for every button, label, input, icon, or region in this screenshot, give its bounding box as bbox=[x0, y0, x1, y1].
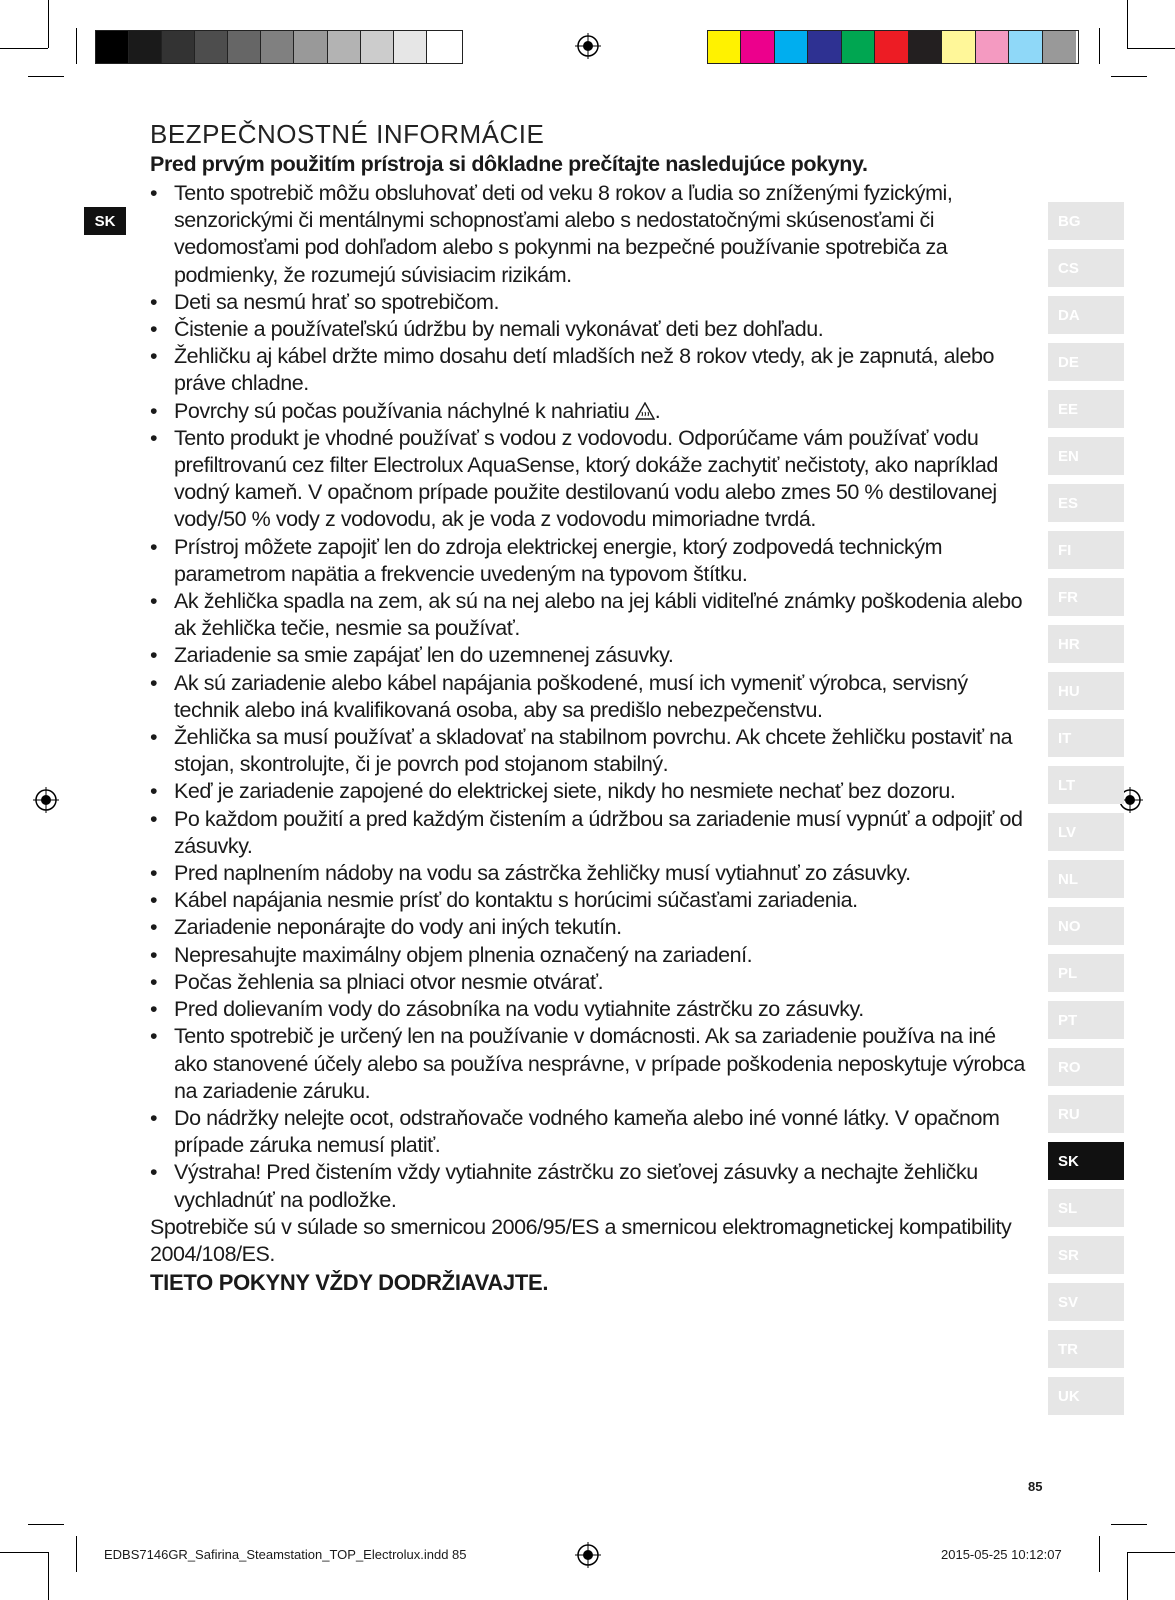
crop-mark-tl-h2 bbox=[28, 76, 64, 77]
closing-statement: TIETO POKYNY VŽDY DODRŽIAVAJTE. bbox=[150, 1270, 549, 1296]
crop-mark-tr-v2 bbox=[1099, 28, 1100, 64]
language-tab-it: IT bbox=[1048, 719, 1124, 757]
color-swatch bbox=[775, 31, 808, 63]
list-item: • Po každom použití a pred každým čistením a údržbou sa zariadenie musí vypnúť a odpojiť od zásuvky. bbox=[150, 806, 1030, 860]
color-swatch bbox=[875, 31, 908, 63]
crop-mark-br-h bbox=[1127, 1552, 1175, 1553]
list-item-text: Povrchy sú počas používania náchylné k nahriatiu bbox=[174, 398, 630, 423]
page-number: 85 bbox=[1028, 1479, 1043, 1494]
crop-mark-bl-h2 bbox=[28, 1524, 64, 1525]
registration-mark-bottom bbox=[575, 1542, 601, 1568]
grayscale-bar bbox=[95, 30, 463, 64]
list-item: • Pred dolievaním vody do zásobníka na vodu vytiahnite zástrčku zo zásuvky. bbox=[150, 996, 1030, 1023]
color-bar bbox=[707, 30, 1079, 64]
list-item: • Tento spotrebič môžu obsluhovať deti od veku 8 rokov a ľudia so zníženými fyzickými, senzorickými či mentálnymi schopnosťami alebo s nedostatočnými skúsenosťami či vedomosťami pod dohľadom alebo s pokynmi na bezpečné používanie spotrebiča za podmienky, že rozumejú súvisiacim rizikám. bbox=[150, 180, 1030, 289]
language-tab-hr: HR bbox=[1048, 625, 1124, 663]
color-swatch bbox=[195, 31, 228, 63]
list-item: • Čistenie a používateľskú údržbu by nemali vykonávať deti bez dohľadu. bbox=[150, 316, 1030, 343]
color-swatch bbox=[394, 31, 427, 63]
list-item: • Do nádržky nelejte ocot, odstraňovače vodného kameňa alebo iné vonné látky. V opačnom prípade záruka nemusí platiť. bbox=[150, 1105, 1030, 1159]
language-tab-da: DA bbox=[1048, 296, 1124, 334]
list-item: • Deti sa nesmú hrať so spotrebičom. bbox=[150, 289, 1030, 316]
hot-surface-warning-icon bbox=[635, 402, 655, 420]
side-language-tab: SK bbox=[84, 207, 126, 235]
color-swatch bbox=[129, 31, 162, 63]
language-tab-uk: UK bbox=[1048, 1377, 1124, 1415]
color-swatch bbox=[328, 31, 361, 63]
crop-mark-tr-h bbox=[1127, 48, 1175, 49]
language-tab-tr: TR bbox=[1048, 1330, 1124, 1368]
language-tab-lv: LV bbox=[1048, 813, 1124, 851]
crop-mark-tr-v bbox=[1127, 0, 1128, 48]
color-swatch bbox=[741, 31, 774, 63]
safety-list bbox=[150, 180, 1030, 1214]
color-swatch bbox=[976, 31, 1009, 63]
list-item: • Zariadenie neponárajte do vody ani iných tekutín. bbox=[150, 914, 1030, 941]
footer-timestamp: 2015-05-25 10:12:07 bbox=[941, 1547, 1062, 1562]
language-tab-nl: NL bbox=[1048, 860, 1124, 898]
color-swatch bbox=[162, 31, 195, 63]
crop-mark-tl-h bbox=[0, 48, 48, 49]
list-item: • Žehlička sa musí používať a skladovať na stabilnom povrchu. Ak chcete žehličku postaviť na stojan, skontrolujte, či je povrch pod stojanom stabilný. bbox=[150, 724, 1030, 778]
list-item: • Prístroj môžete zapojiť len do zdroja elektrickej energie, ktorý zodpovedá technickým parametrom napätia a frekvencie uvedeným na typovom štítku. bbox=[150, 534, 1030, 588]
color-swatch bbox=[228, 31, 261, 63]
footer-file-name: EDBS7146GR_Safirina_Steamstation_TOP_Electrolux.indd 85 bbox=[104, 1547, 467, 1562]
safety-information bbox=[150, 118, 1030, 1298]
color-swatch bbox=[1009, 31, 1042, 63]
list-item: • Zariadenie sa smie zapájať len do uzemnenej zásuvky. bbox=[150, 642, 1030, 669]
language-tab-pt: PT bbox=[1048, 1001, 1124, 1039]
language-tab-pl: PL bbox=[1048, 954, 1124, 992]
language-tab-lt: LT bbox=[1048, 766, 1124, 804]
language-tab-en: EN bbox=[1048, 437, 1124, 475]
color-swatch bbox=[842, 31, 875, 63]
language-tab-sv: SV bbox=[1048, 1283, 1124, 1321]
crop-mark-tl-v2 bbox=[76, 28, 77, 64]
list-item: • Pred naplnením nádoby na vodu sa zástrčka žehličky musí vytiahnuť zo zásuvky. bbox=[150, 860, 1030, 887]
language-tab-sr: SR bbox=[1048, 1236, 1124, 1274]
list-item: • Ak žehlička spadla na zem, ak sú na nej alebo na jej kábli viditeľné známky poškodenia alebo ak žehlička tečie, nesmie sa používať. bbox=[150, 588, 1030, 642]
language-tab-es: ES bbox=[1048, 484, 1124, 522]
list-item: • Ak sú zariadenie alebo kábel napájania poškodené, musí ich vymeniť výrobca, servisný technik alebo iná kvalifikovaná osoba, aby sa predišlo nebezpečenstvu. bbox=[150, 670, 1030, 724]
color-swatch bbox=[1043, 31, 1076, 63]
color-swatch bbox=[427, 31, 460, 63]
list-item: • Nepresahujte maximálny objem plnenia označený na zariadení. bbox=[150, 942, 1030, 969]
language-tab-ee: EE bbox=[1048, 390, 1124, 428]
crop-mark-br-v bbox=[1127, 1552, 1128, 1600]
list-item: • Povrchy sú počas používania náchylné k nahriatiu . bbox=[150, 398, 1030, 425]
list-item: • Tento produkt je vhodné používať s vodou z vodovodu. Odporúčame vám používať vodu prefiltrovanú cez filter Electrolux AquaSense, ktorý dokáže zachytiť nečistoty, ako napríklad vodný kameň. V opačnom prípade použite destilovanú vodu alebo zmes 50 % destilovanej vody/50 % vody z vodovodu, ak je voda z vodovodu mimoriadne tvrdá. bbox=[150, 425, 1030, 534]
crop-mark-tr-h2 bbox=[1111, 76, 1147, 77]
language-tab-ro: RO bbox=[1048, 1048, 1124, 1086]
list-item: • Žehličku aj kábel držte mimo dosahu detí mladších než 8 rokov vtedy, ak je zapnutá, alebo práve chladne. bbox=[150, 343, 1030, 397]
language-tab-cs: CS bbox=[1048, 249, 1124, 287]
crop-mark-bl-v bbox=[48, 1552, 49, 1600]
language-tab-no: NO bbox=[1048, 907, 1124, 945]
color-swatch bbox=[942, 31, 975, 63]
list-item: • Výstraha! Pred čistením vždy vytiahnite zástrčku zo sieťovej zásuvky a nechajte žehličku vychladnúť na podložke. bbox=[150, 1159, 1030, 1213]
color-swatch bbox=[909, 31, 942, 63]
registration-mark-left bbox=[33, 787, 59, 813]
list-item: • Tento spotrebič je určený len na používanie v domácnosti. Ak sa zariadenie používa na iné ako stanovené účely alebo sa používa nesprávne, v prípade poškodenia neposkytuje výrobca na zariadenie záruku. bbox=[150, 1023, 1030, 1105]
color-swatch bbox=[808, 31, 841, 63]
color-swatch bbox=[294, 31, 327, 63]
registration-mark-top bbox=[575, 33, 601, 59]
language-tab-de: DE bbox=[1048, 343, 1124, 381]
crop-mark-br-h2 bbox=[1111, 1524, 1147, 1525]
crop-mark-br-v2 bbox=[1099, 1536, 1100, 1572]
language-tab-sk: SK bbox=[1048, 1142, 1124, 1180]
language-tab-fr: FR bbox=[1048, 578, 1124, 616]
language-tab-ru: RU bbox=[1048, 1095, 1124, 1133]
list-item: • Počas žehlenia sa plniaci otvor nesmie otvárať. bbox=[150, 969, 1030, 996]
language-tabs bbox=[1048, 202, 1124, 1424]
language-tab-sl: SL bbox=[1048, 1189, 1124, 1227]
color-swatch bbox=[96, 31, 129, 63]
list-item: • Keď je zariadenie zapojené do elektrickej siete, nikdy ho nesmiete nechať bez dozoru. bbox=[150, 778, 1030, 805]
color-swatch bbox=[261, 31, 294, 63]
color-swatch bbox=[708, 31, 741, 63]
language-tab-hu: HU bbox=[1048, 672, 1124, 710]
crop-mark-bl-h bbox=[0, 1552, 48, 1553]
intro-text: Pred prvým použitím prístroja si dôkladne prečítajte nasledujúce pokyny. bbox=[150, 152, 868, 176]
color-swatch bbox=[361, 31, 394, 63]
crop-mark-tl-v bbox=[48, 0, 49, 48]
crop-mark-bl-v2 bbox=[76, 1536, 77, 1572]
conformity-statement: Spotrebiče sú v súlade so smernicou 2006/95/ES a smernicou elektromagnetickej kompatibility 2004/108/ES. bbox=[150, 1214, 1012, 1266]
language-tab-bg: BG bbox=[1048, 202, 1124, 240]
language-tab-fi: FI bbox=[1048, 531, 1124, 569]
list-item: • Kábel napájania nesmie prísť do kontaktu s horúcimi súčasťami zariadenia. bbox=[150, 887, 1030, 914]
page-title: BEZPEČNOSTNÉ INFORMÁCIE bbox=[150, 119, 545, 149]
